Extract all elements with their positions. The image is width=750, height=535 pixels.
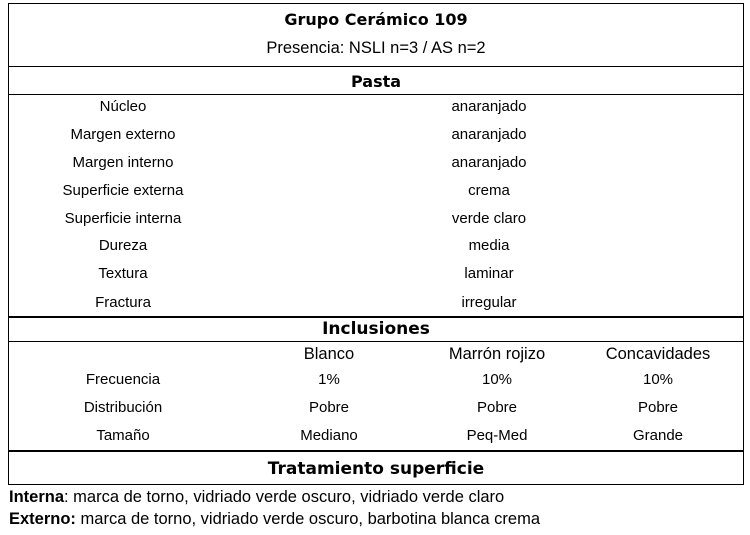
inclusiones-section-title: Inclusiones — [322, 319, 430, 339]
pasta-row-label: Textura — [98, 265, 148, 282]
divider — [8, 66, 744, 67]
presence-text: Presencia: NSLI n=3 / AS n=2 — [266, 38, 486, 57]
inclusion-cell: 1% — [318, 371, 340, 388]
divider — [8, 484, 744, 485]
divider — [8, 341, 744, 342]
inclusion-row-label: Frecuencia — [85, 371, 161, 388]
pasta-section-header — [8, 69, 744, 93]
pasta-row-value: verde claro — [451, 210, 527, 227]
inclusion-cell: Peq-Med — [466, 427, 528, 444]
inclusion-row-label: Distribución — [83, 399, 163, 416]
pasta-row-label: Dureza — [98, 237, 148, 254]
pasta-row-value: anaranjado — [451, 98, 527, 115]
pasta-row-value: anaranjado — [451, 154, 527, 171]
tratamiento-section-title: Tratamiento superficie — [267, 459, 485, 479]
pasta-row-label: Superficie interna — [64, 210, 182, 227]
pasta-row-label: Margen externo — [70, 126, 176, 143]
externo-label: Externo: — [9, 510, 76, 528]
tratamiento-externo — [9, 510, 540, 529]
inclusion-cell: Pobre — [308, 399, 350, 416]
pasta-row-label: Núcleo — [99, 98, 147, 115]
tratamiento-section-header — [8, 457, 744, 481]
externo-text: marca de torno, vidriado verde oscuro, barbotina blanca crema — [75, 510, 541, 528]
inclusion-cell: 10% — [481, 371, 513, 388]
pasta-row-label: Superficie externa — [62, 182, 184, 199]
table-title-row — [8, 6, 744, 32]
inclusiones-section-header — [8, 318, 744, 340]
inclusion-cell: Grande — [632, 427, 684, 444]
pasta-section-title: Pasta — [350, 71, 402, 91]
inclusion-cell: Mediano — [300, 427, 358, 444]
inclusion-cell: Pobre — [476, 399, 518, 416]
pasta-row-value: media — [468, 237, 510, 254]
divider — [8, 450, 744, 452]
tratamiento-interna — [9, 488, 504, 507]
column-header: Marrón rojizo — [448, 345, 546, 363]
pasta-row-value: anaranjado — [451, 126, 527, 143]
inclusion-cell: 10% — [642, 371, 674, 388]
pasta-row-label: Fractura — [95, 294, 151, 311]
presence-row — [8, 36, 744, 60]
table-title: Grupo Cerámico 109 — [284, 9, 468, 29]
pasta-row-value: laminar — [464, 265, 514, 282]
inclusion-row-label: Tamaño — [96, 427, 150, 444]
column-header: Concavidades — [605, 345, 711, 363]
pasta-row-label: Margen interno — [72, 154, 174, 171]
inclusion-cell: Pobre — [637, 399, 679, 416]
divider — [8, 94, 744, 95]
column-header: Blanco — [303, 345, 355, 363]
pasta-row-value: crema — [468, 182, 510, 199]
pasta-row-value: irregular — [461, 294, 517, 311]
interna-label: Interna — [9, 488, 65, 506]
interna-text: : marca de torno, vidriado verde oscuro, vidriado verde claro — [64, 488, 505, 506]
